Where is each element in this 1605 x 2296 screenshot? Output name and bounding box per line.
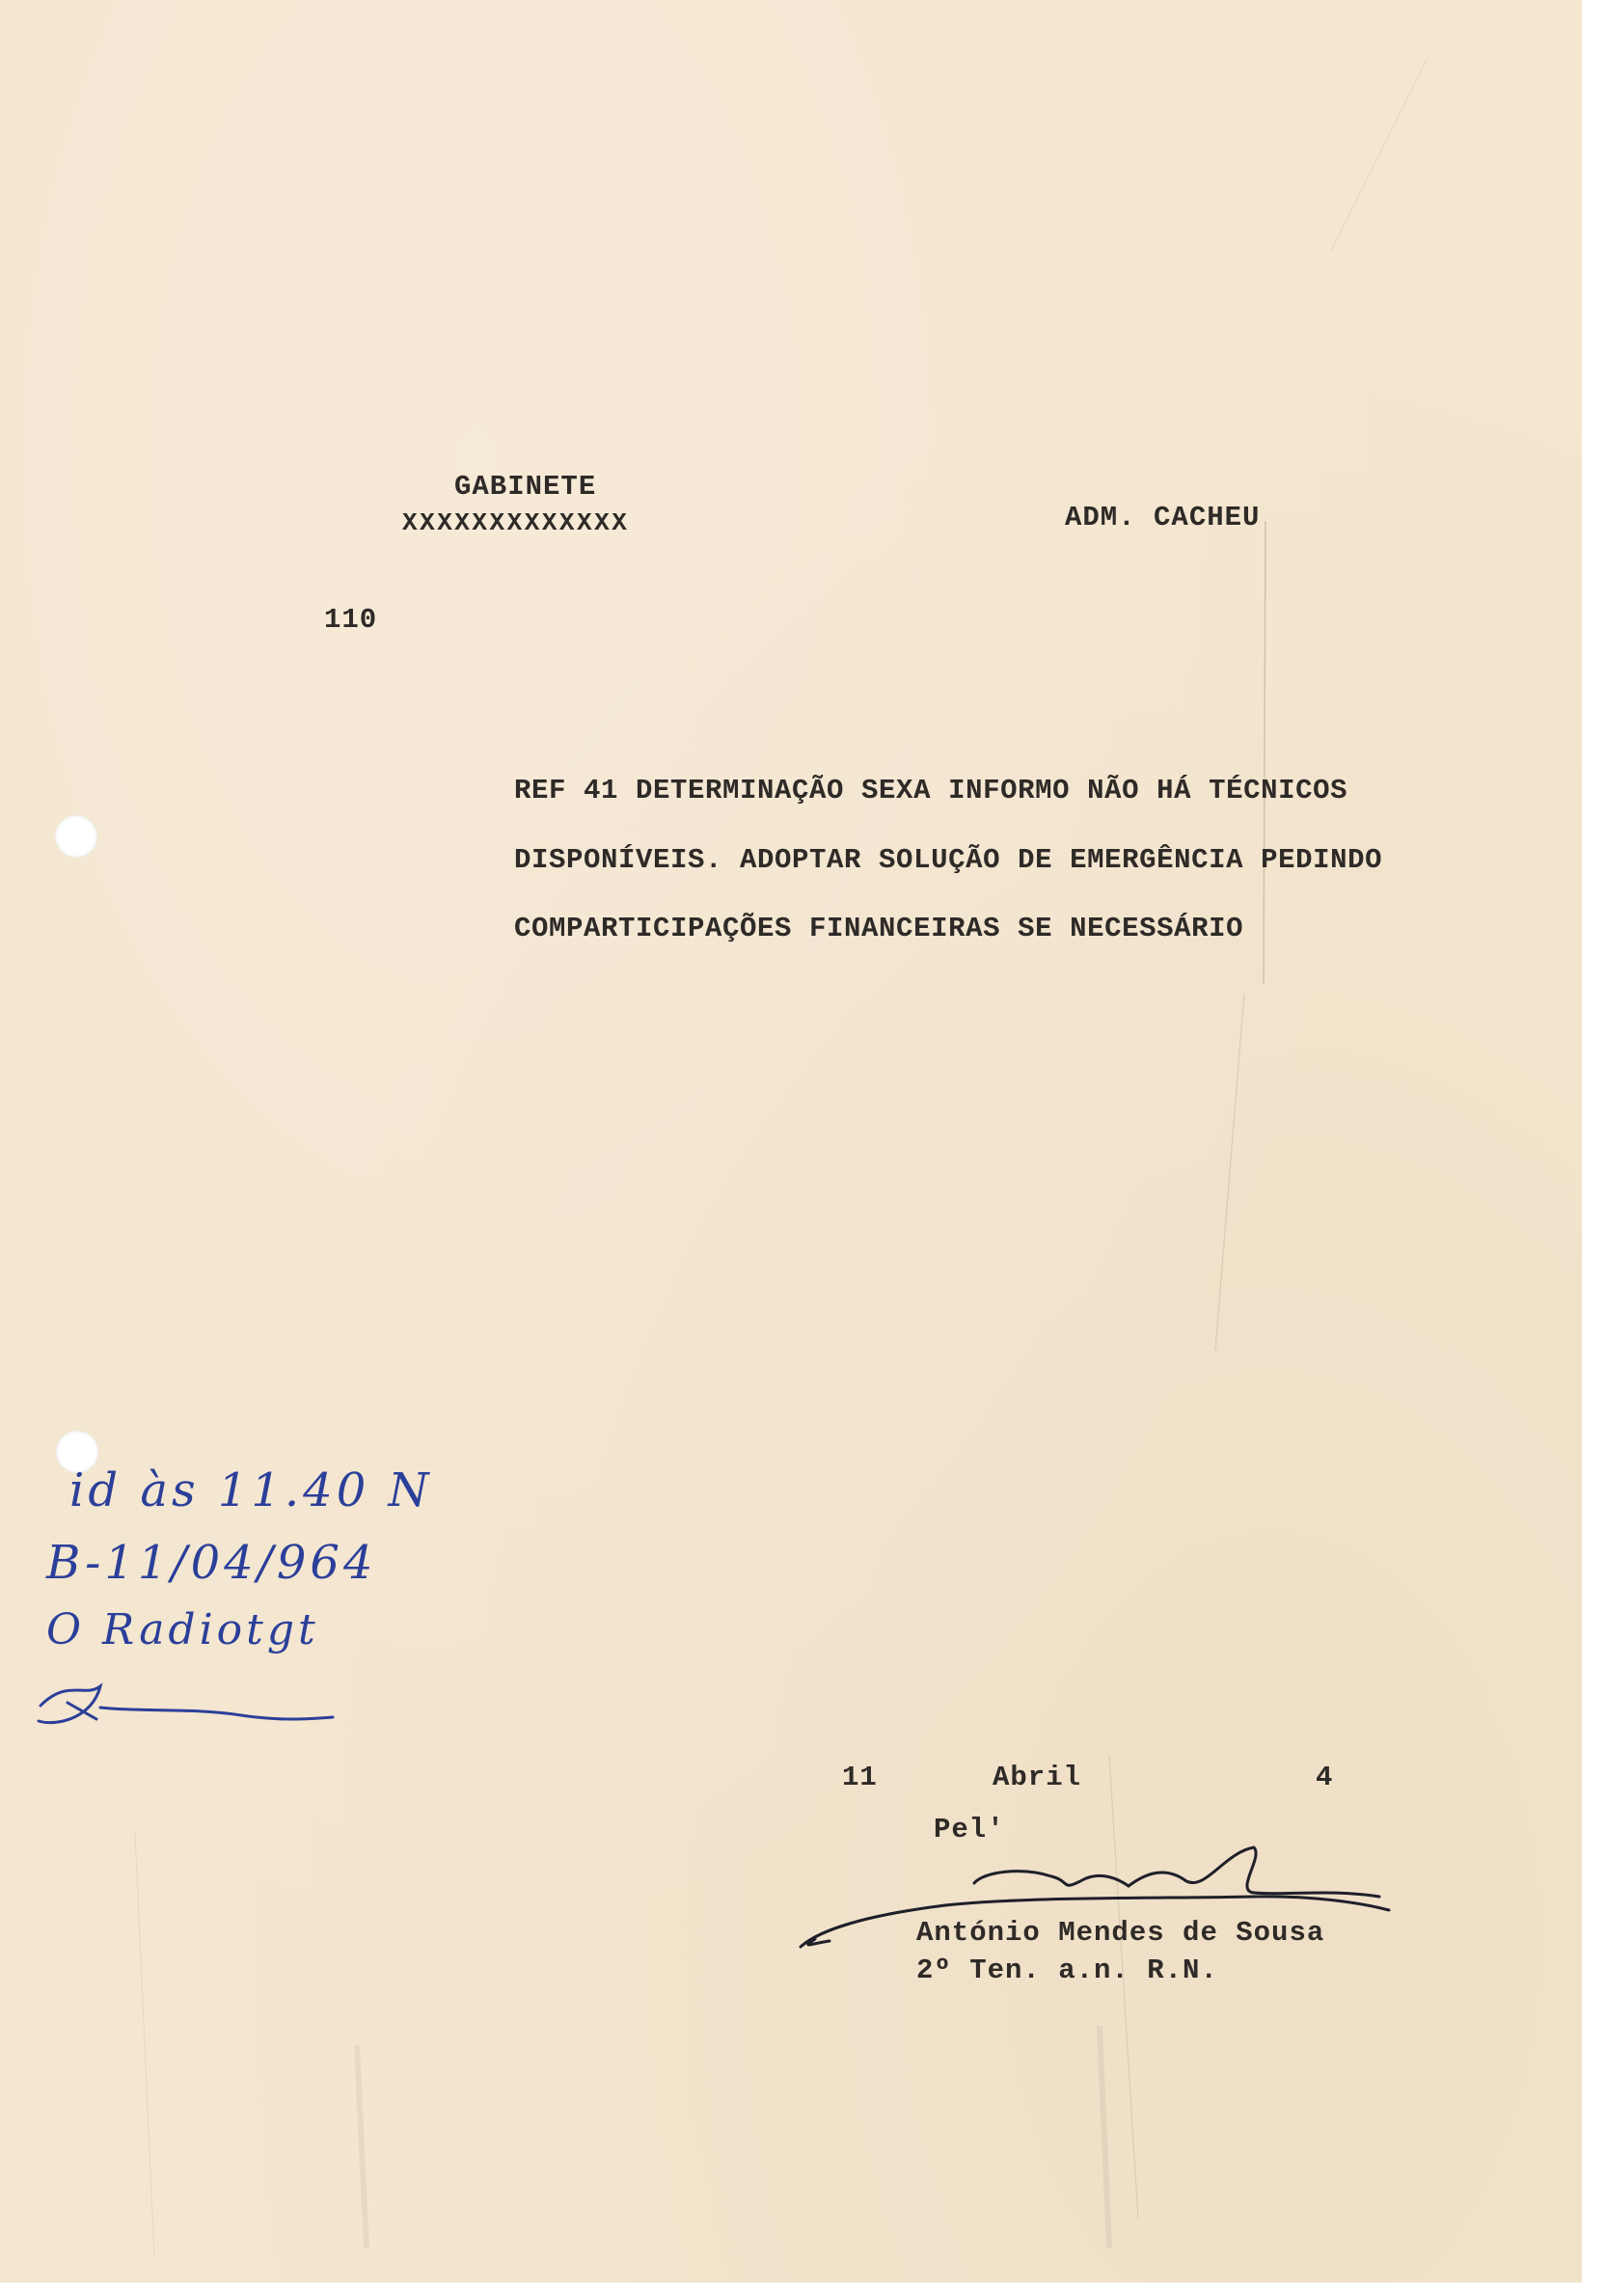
office-heading: GABINETE bbox=[454, 471, 597, 503]
date-month: Abril bbox=[993, 1762, 1082, 1793]
date-year: 4 bbox=[1316, 1762, 1334, 1793]
handwritten-note-line-2: B-11/04/964 bbox=[46, 1536, 377, 1590]
message-line-1: REF 41 DETERMINAÇÃO SEXA INFORMO NÃO HÁ TÉCNICOS bbox=[514, 775, 1348, 806]
message-number: 110 bbox=[324, 604, 378, 636]
message-line-2: DISPONÍVEIS. ADOPTAR SOLUÇÃO DE EMERGÊNCIA PEDINDO bbox=[514, 844, 1383, 876]
per-label: Pel' bbox=[934, 1814, 1005, 1845]
signatory-rank: 2º Ten. a.n. R.N. bbox=[916, 1954, 1218, 1986]
handwritten-note-line-1: id às 11.40 N bbox=[69, 1463, 433, 1517]
signatory-name: António Mendes de Sousa bbox=[916, 1917, 1325, 1949]
message-line-3: COMPARTICIPAÇÕES FINANCEIRAS SE NECESSÁRIO bbox=[514, 913, 1244, 944]
recipient: ADM. CACHEU bbox=[1065, 502, 1261, 533]
date-day: 11 bbox=[842, 1762, 878, 1793]
struck-out-text: XXXXXXXXXXXXX bbox=[402, 508, 630, 537]
handwritten-note-line-3: O Radiotgt bbox=[46, 1605, 319, 1654]
